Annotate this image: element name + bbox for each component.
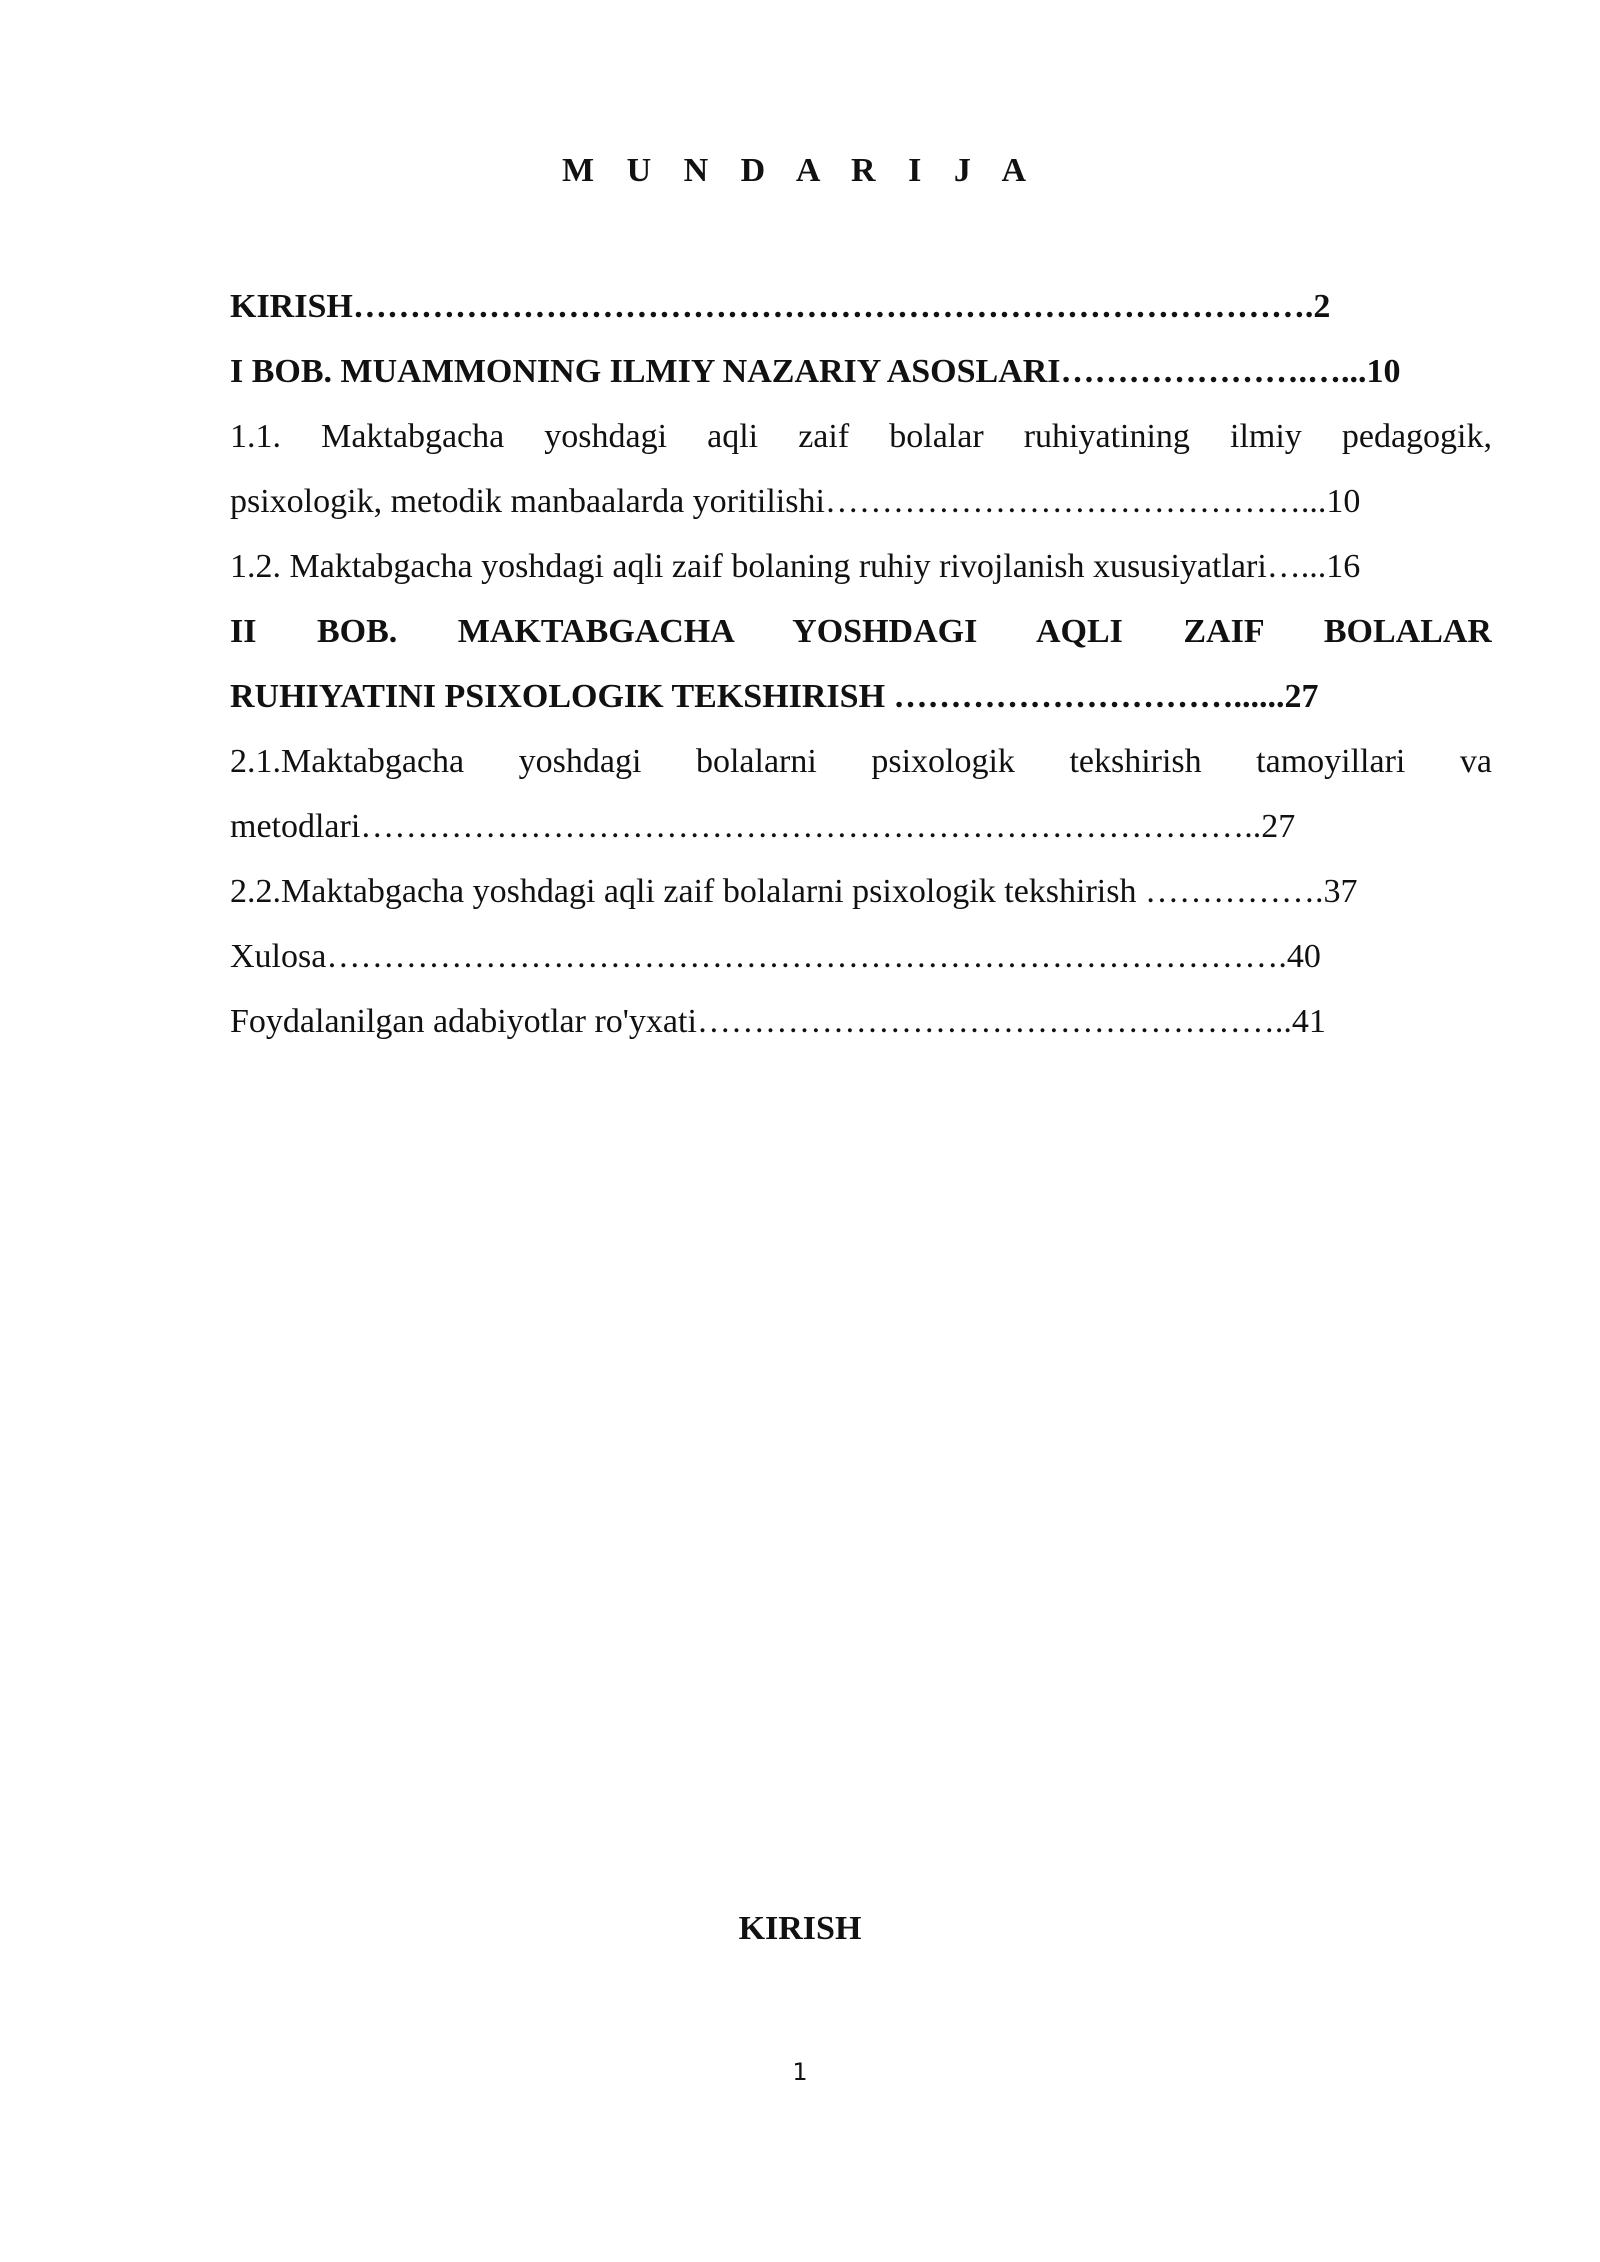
section-heading: KIRISH	[738, 1910, 862, 1947]
toc-line: I BOB. MUAMMONING ILMIY NAZARIY ASOSLARI………………….…...10	[230, 353, 1401, 390]
page-number: 1	[792, 2058, 808, 2086]
toc-line: Xulosa………………………………………………………………………….40	[230, 938, 1321, 975]
table-of-contents	[230, 280, 1492, 1060]
toc-line: metodlari……………………………………………………………………..27	[230, 808, 1296, 845]
toc-line: RUHIYATINI PSIXOLOGIK TEKSHIRISH …………………………......27	[230, 678, 1319, 715]
toc-line: psixologik, metodik manbaalarda yoritilishi……………………………………...10	[230, 483, 1361, 520]
toc-line: 1.1. Maktabgacha yoshdagi aqli zaif bolalar ruhiyatining ilmiy pedagogik,	[230, 418, 1492, 455]
toc-line: Foydalanilgan adabiyotlar ro'yxati……………………………………………..41	[230, 1003, 1326, 1040]
toc-line: 1.2. Maktabgacha yoshdagi aqli zaif bolaning ruhiy rivojlanish xususiyatlari…...16	[230, 548, 1361, 585]
toc-line: 2.1.Maktabgacha yoshdagi bolalarni psixologik tekshirish tamoyillari va	[230, 743, 1492, 780]
toc-line: KIRISH………………………………………………………………………….2	[230, 288, 1331, 325]
toc-line: II BOB. MAKTABGACHA YOSHDAGI AQLI ZAIF BOLALAR	[230, 613, 1492, 650]
toc-line: 2.2.Maktabgacha yoshdagi aqli zaif bolalarni psixologik tekshirish …………….37	[230, 873, 1358, 910]
page-title: M U N D A R I J A	[561, 152, 1039, 189]
